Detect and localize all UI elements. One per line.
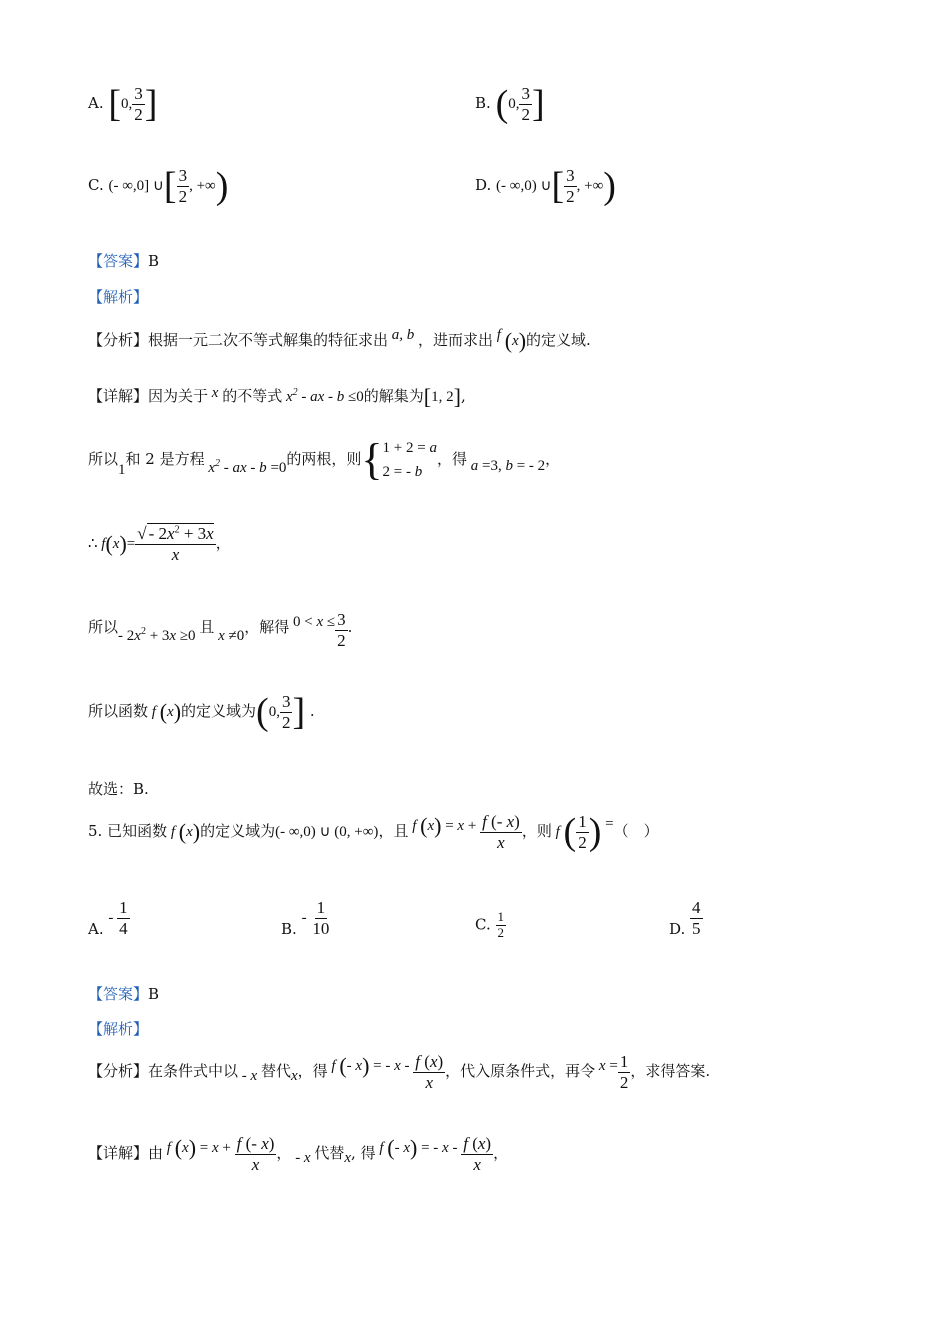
question-number: 5. [88,822,103,841]
q5-option-c: C. $\frac{1}{2}$ [475,909,504,940]
detail-text-12: 的定义域为 [181,702,257,721]
detail-text-4: 所以 [88,450,119,468]
option-b: B. (0, $\frac{3}{2}$ ] [475,83,545,126]
fenxi-tag: 【分析】 [88,331,149,349]
fenxi-5-text-3: ，得 [297,1062,328,1081]
option-d-label: D. [475,176,492,195]
detail-line-4: 所以- $2x^2 + 3x \ge 0$ 且 x ≠0，解得 0 < x ≤ $\frac{3}{2}$ . [88,610,353,650]
option-b-label: B. [475,94,491,113]
question-text: 已知函数 [107,822,168,841]
fenxi-text: 根据一元二次不等式解集的特征求出 [148,331,389,349]
q5-option-a-label: A. [88,920,104,939]
answer-5-line [88,983,159,1004]
fenxi-5-text-4: ，代入原条件式，再令 [445,1062,596,1081]
detail-text-11: 所以函数 [88,702,149,721]
answer-line [88,250,159,271]
detail-5-text-2: ， [276,1144,292,1163]
question-text-3: ，且 [378,822,409,841]
option-c: C. (- ∞,0] ∪[ $\frac{3}{2}$ , +∞) [88,165,229,208]
answer-blank: （ ） [613,822,659,841]
detail-line-2: 所以1和 2 是方程 $x^2$ - ax - b =0的两根，则{1 + 2 = a 2 = - b，得 a =3, b = - 2， [88,435,561,484]
detail-line-3: ∴ f(x)= $\frac{√ - 2x^2 + 3x}{x}$ ， [88,524,231,564]
answer-value: B [148,252,160,270]
q5-option-b: B. - $\frac{1}{10}$ [281,898,330,939]
q5-option-c-label: C. [475,915,491,934]
analysis-5-heading [88,1018,148,1039]
detail-5-text: 由 [148,1144,164,1163]
question-text-4: ，则 [521,822,552,841]
detail-text-7: ，得 [436,450,467,468]
q5-option-a: A. - $\frac{1}{4}$ [88,898,128,939]
detail-5-tag: 【详解】 [88,1144,149,1163]
detail-text-3: 的解集为 [363,387,424,405]
choose-line [88,778,149,799]
fenxi-5-tag: 【分析】 [88,1062,149,1081]
detail-line-1: 【详解】因为关于 x 的不等式 $x^2$ - ax - b ≤0的解集为[1, 2], [88,384,466,409]
analysis-5-tag: 【解析】 [88,1020,149,1038]
analysis-tag: 【解析】 [88,288,149,306]
detail-5-text-4: , 得 [351,1144,376,1163]
fenxi-line: 【分析】根据一元二次不等式解集的特征求出 a, b ，进而求出 f (x)的定义域. [88,327,591,353]
q5-option-b-label: B. [281,920,297,939]
detail-text-6: 的两根，则 [286,450,362,468]
option-a: A. [0, $\frac{3}{2}$ ] [88,83,158,126]
fenxi-5-line: 【分析】在条件式中以 - x 替代x，得 f (- x) = - x - $\frac{f (x)}{x}$ ，代入原条件式，再令 x = $\frac{1}{2}$ ，求得答案. [88,1052,711,1092]
detail-tag: 【详解】 [88,387,149,405]
analysis-heading [88,286,148,307]
fenxi-text-3: 的定义域. [526,331,591,349]
option-c-label: C. [88,176,104,195]
fenxi-5-text-2: 替代 [260,1062,291,1081]
answer-tag: 【答案】 [88,252,149,270]
detail-text-9: 且 [199,618,215,637]
detail-text-8: 所以 [88,618,119,637]
answer-5-value: B [148,985,160,1003]
detail-text: 因为关于 [148,387,209,405]
question-5: 5. 已知函数 f (x)的定义域为(- ∞,0) ∪ (0, +∞)，且 f (x) = x + $\frac{f (- x)}{x}$ ，则 f ( $\frac{1}{2}$ ) =（ ） [88,811,659,854]
choose-text: 故选：B. [88,780,149,798]
question-text-2: 的定义域为 [200,822,276,841]
answer-5-tag: 【答案】 [88,985,149,1003]
detail-text-5: 和 2 是方程 [125,450,205,468]
detail-text-10: ，解得 [244,618,290,637]
fenxi-text-2: ，进而求出 [418,331,494,349]
detail-5-line: 【详解】由 f (x) = x + $\frac{f (- x)}{x}$ ， - x 代替x, 得 f (- x) = - x - $\frac{f (x)}{x}$ ， [88,1134,509,1174]
detail-line-5: 所以函数 f (x)的定义域为(0, $\frac{3}{2}$ ] . [88,691,315,734]
fenxi-5-text-5: ，求得答案. [630,1062,711,1081]
detail-5-text-3: 代替 [314,1144,345,1163]
detail-text-2: 的不等式 [222,387,283,405]
q5-option-d: D. $\frac{4}{5}$ [669,898,701,939]
option-a-label: A. [88,94,104,113]
option-d: D. (- ∞,0) ∪[ $\frac{3}{2}$ , +∞) [475,165,616,208]
q5-option-d-label: D. [669,920,686,939]
fenxi-5-text: 在条件式中以 [148,1062,239,1081]
